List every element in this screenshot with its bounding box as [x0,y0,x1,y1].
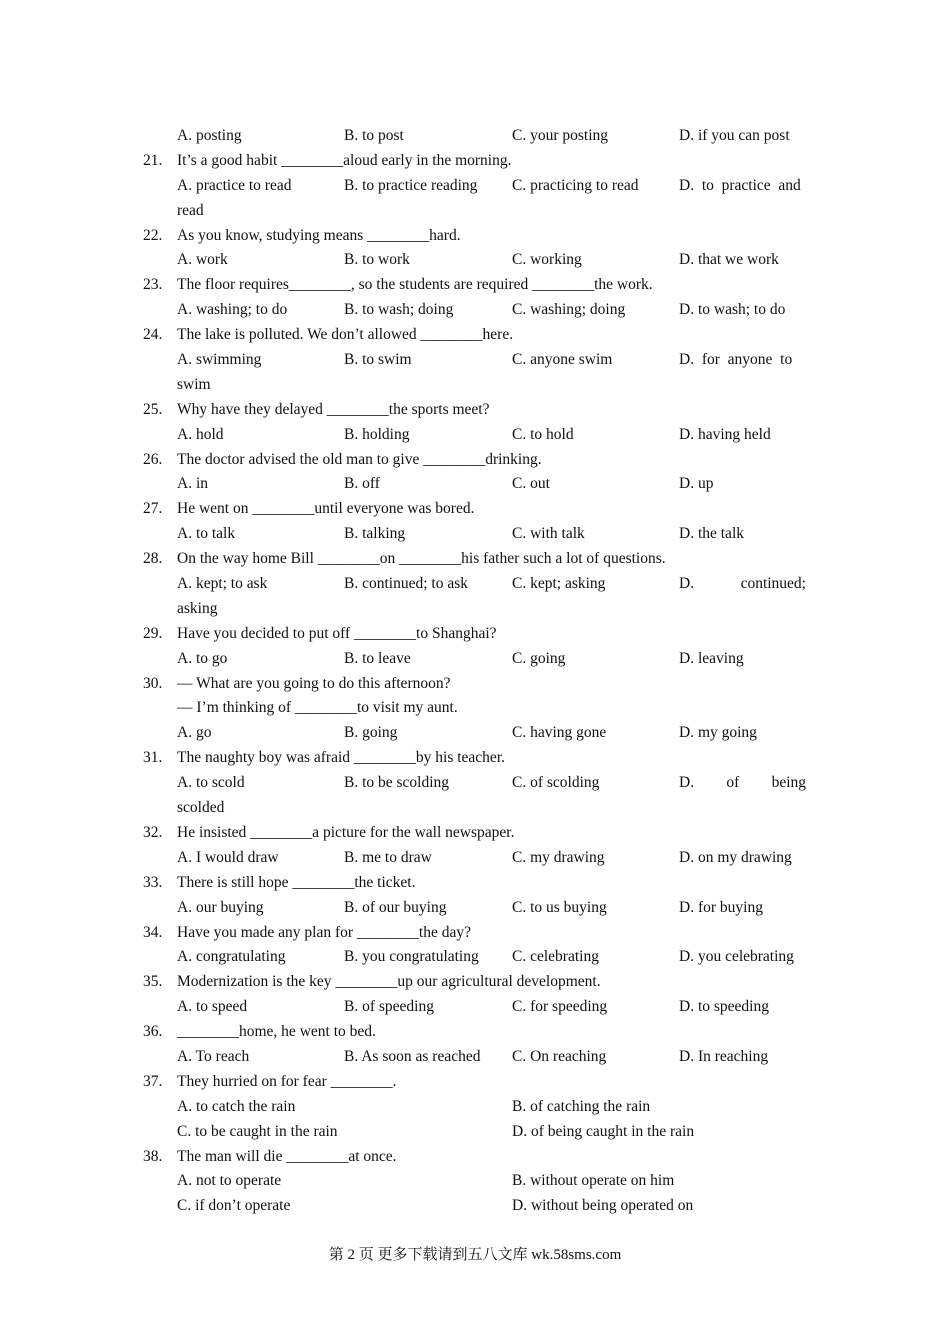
option-d-part: being [771,774,806,792]
option-row [143,846,808,871]
option-b: B. me to draw [344,848,432,866]
option-row [143,945,808,970]
question-number: 34. [143,923,163,941]
question-26 [143,448,808,473]
question-34 [143,921,808,946]
option-row [143,572,808,597]
option-c: C. On reaching [512,1047,607,1065]
question-number: 21. [143,151,163,169]
option-b: B. without operate on him [512,1172,675,1190]
question-number: 33. [143,873,163,891]
option-d: D. having held [679,425,771,443]
question-list [143,124,808,1219]
option-c: C. your posting [512,127,609,144]
option-a: A. go [177,724,212,742]
question-31 [143,746,808,771]
question-29 [143,622,808,647]
question-28 [143,547,808,572]
option-d: D. if you can post [679,127,790,144]
option-b: B. off [344,475,380,493]
option-b: B. of our buying [344,898,447,916]
question-number: 32. [143,823,163,841]
option-row [143,721,808,746]
option-c: C. to us buying [512,898,607,916]
question-number: 30. [143,674,163,692]
option-a: A. kept; to ask [177,575,268,593]
option-c: C. washing; doing [512,301,626,319]
question-stem: On the way home Bill ________on ________his father such a lot of questions. [177,550,666,568]
question-stem: ________home, he went to bed. [177,1023,376,1041]
option-b: B. continued; to ask [344,575,468,593]
option-a: A. to go [177,649,228,667]
question-24 [143,323,808,348]
option-c: C. kept; asking [512,575,606,593]
option-d [679,572,806,597]
option-d: D. without being operated on [512,1197,694,1215]
option-a: A. to catch the rain [177,1097,296,1115]
option-d: D. that we work [679,251,779,269]
question-stem: The man will die ________at once. [177,1147,397,1165]
option-row [143,248,808,273]
option-a: A. I would draw [177,848,279,866]
question-25 [143,398,808,423]
question-stem: Why have they delayed ________the sports meet? [177,400,490,418]
option-row [143,1194,808,1219]
option-c: C. to be caught in the rain [177,1122,338,1140]
option-d-part: D. [679,575,695,593]
option-d: D. to wash; to do [679,301,786,319]
question-stem: There is still hope ________the ticket. [177,873,416,891]
option-c: C. to hold [512,425,574,443]
question-36 [143,1020,808,1045]
option-row [143,522,808,547]
option-a: A. washing; to do [177,301,288,319]
option-b: B. to wash; doing [344,301,454,319]
question-stem: The lake is polluted. We don’t allowed ________here. [177,326,514,344]
option-c: C. for speeding [512,998,608,1016]
option-a: A. swimming [177,351,262,369]
option-b: B. going [344,724,398,742]
question-21 [143,149,808,174]
option-row [143,174,808,199]
option-row [143,896,808,921]
option-row [143,1045,808,1070]
option-b: B. holding [344,425,410,443]
question-number: 29. [143,624,163,642]
option-row [143,1095,808,1120]
question-number: 24. [143,326,163,344]
option-b: B. to practice reading [344,176,478,194]
option-d: D. to practice and [679,176,801,194]
question-stem: As you know, studying means ________hard. [177,226,461,244]
page-footer: 第 2 页 更多下载请到五八文库 wk.58sms.com [328,1247,622,1263]
option-c: C. practicing to read [512,176,639,194]
option-a: A. to speed [177,998,248,1016]
question-30 [143,672,808,697]
question-number: 27. [143,500,163,518]
option-d-continued: swim [177,375,211,393]
option-a: A. work [177,251,228,269]
option-row [143,348,808,373]
option-d: D. for anyone to [679,351,793,369]
option-b: B. of speeding [344,998,434,1016]
option-c: C. with talk [512,525,585,543]
option-a: A. our buying [177,898,264,916]
option-row [143,124,808,149]
option-c: C. if don’t operate [177,1197,291,1215]
question-number: 25. [143,400,163,418]
option-b: B. to post [344,127,404,144]
question-number: 22. [143,226,163,244]
option-row [143,423,808,448]
option-a: A. to scold [177,774,245,792]
option-b: B. to work [344,251,410,269]
option-c: C. celebrating [512,948,599,966]
option-b: B. As soon as reached [344,1047,481,1065]
option-a: A. not to operate [177,1172,282,1190]
option-b: B. to swim [344,351,412,369]
option-a: A. posting [177,127,242,144]
question-number: 23. [143,276,163,294]
option-c: C. having gone [512,724,607,742]
question-number: 38. [143,1147,163,1165]
option-c: C. working [512,251,582,269]
option-b: B. to be scolding [344,774,450,792]
option-row [143,298,808,323]
question-22 [143,224,808,249]
option-c: C. anyone swim [512,351,613,369]
option-b: B. talking [344,525,406,543]
option-row [143,647,808,672]
option-d: D. to speeding [679,998,769,1016]
question-stem: The naughty boy was afraid ________by his teacher. [177,749,505,767]
option-d: D. leaving [679,649,744,667]
option-b: B. you congratulating [344,948,479,966]
question-38 [143,1145,808,1170]
question-35 [143,970,808,995]
option-d [679,771,806,796]
option-a: A. To reach [177,1047,250,1065]
option-wrap [143,373,808,398]
question-number: 31. [143,749,163,767]
option-row [143,1169,808,1194]
option-a: A. in [177,475,208,493]
option-d: D. my going [679,724,757,742]
option-d-part: of [726,774,740,792]
option-row [143,1120,808,1145]
question-stem: The floor requires________, so the students are required ________the work. [177,276,653,294]
question-number: 37. [143,1072,163,1090]
option-d: D. on my drawing [679,848,792,866]
option-d: D. you celebrating [679,948,794,966]
option-c: C. of scolding [512,774,600,792]
option-d-part: continued; [740,575,806,593]
option-d: D. the talk [679,525,744,543]
option-c: C. out [512,475,550,493]
question-number: 28. [143,550,163,568]
option-d-continued: read [177,201,204,219]
question-stem: Modernization is the key ________up our agricultural development. [177,973,601,991]
option-c: C. my drawing [512,848,605,866]
option-d-continued: scolded [177,799,225,817]
question-stem: The doctor advised the old man to give ________drinking. [177,450,542,468]
option-row [143,995,808,1020]
question-number: 35. [143,973,163,991]
option-a: A. practice to read [177,176,292,194]
question-stem-line-2: — I’m thinking of ________to visit my aunt. [177,699,458,717]
option-a: A. congratulating [177,948,286,966]
option-b: B. to leave [344,649,411,667]
question-33 [143,871,808,896]
question-37 [143,1070,808,1095]
question-number: 26. [143,450,163,468]
question-stem: He went on ________until everyone was bored. [177,500,475,518]
question-30-dialogue [143,696,808,721]
option-d: D. of being caught in the rain [512,1122,695,1140]
question-stem: Have you made any plan for ________the day? [177,923,471,941]
option-wrap [143,796,808,821]
question-stem: — What are you going to do this afternoon? [177,674,451,692]
option-d: D. for buying [679,898,763,916]
option-row [143,771,808,796]
question-stem: He insisted ________a picture for the wall newspaper. [177,823,515,841]
option-b: B. of catching the rain [512,1097,651,1115]
option-a: A. hold [177,425,224,443]
question-23 [143,273,808,298]
question-number: 36. [143,1023,163,1041]
question-stem: They hurried on for fear ________. [177,1072,397,1090]
question-stem: It’s a good habit ________aloud early in the morning. [177,151,512,169]
option-wrap [143,199,808,224]
option-d: D. In reaching [679,1047,769,1065]
question-27 [143,497,808,522]
question-stem: Have you decided to put off ________to Shanghai? [177,624,497,642]
question-32 [143,821,808,846]
option-a: A. to talk [177,525,236,543]
option-c: C. going [512,649,566,667]
option-d: D. up [679,475,714,493]
option-wrap [143,597,808,622]
option-d-part: D. [679,774,695,792]
option-d-continued: asking [177,599,218,617]
option-row [143,472,808,497]
